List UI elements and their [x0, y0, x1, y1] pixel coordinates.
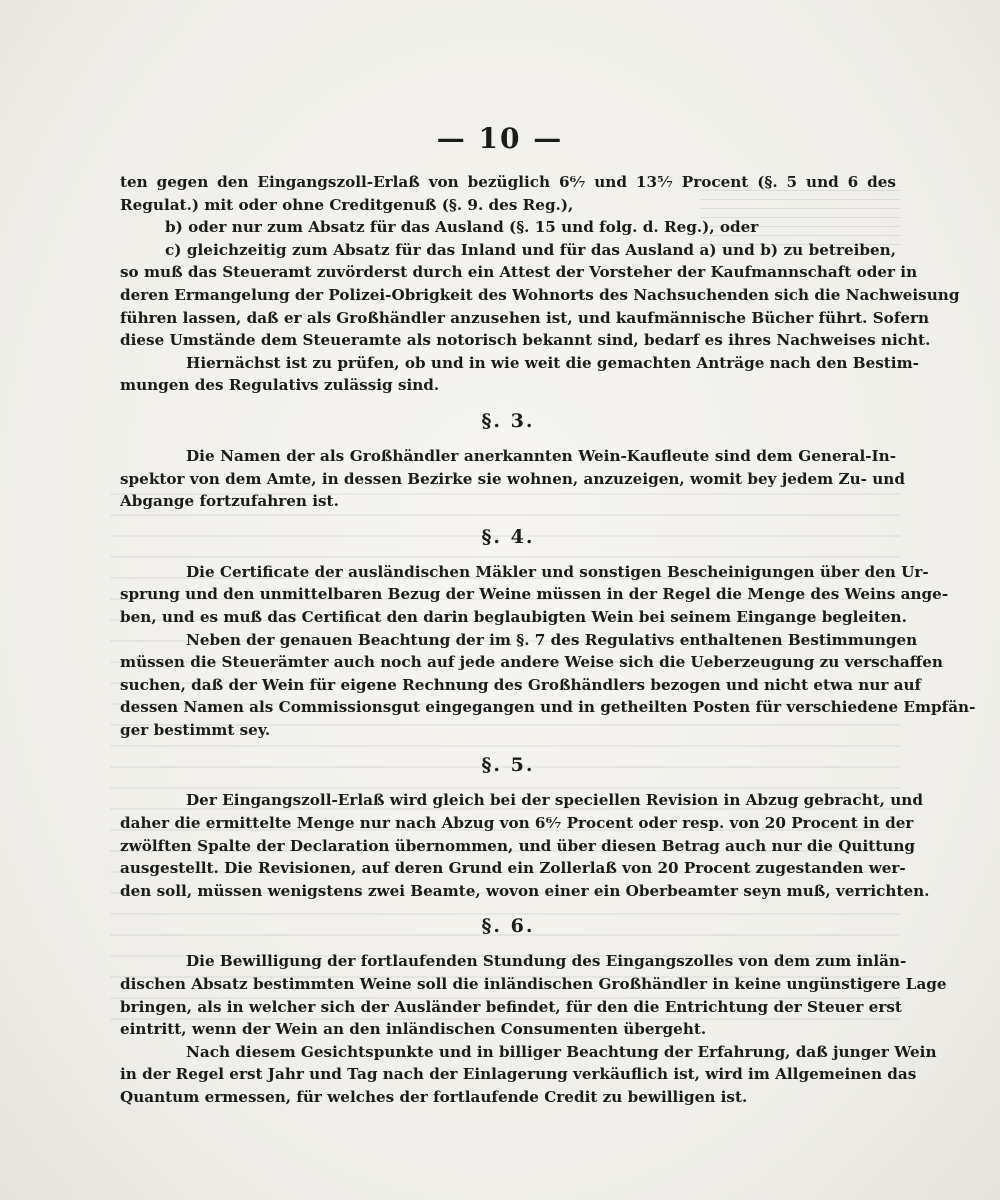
text-line: daher die ermittelte Menge nur nach Abzug von 6⁶⁄₇ Procent oder resp. von 20 Procent in der — [120, 814, 914, 833]
text-line: Die Bewilligung der fortlaufenden Stundung des Eingangszolles von dem zum inlän- — [186, 952, 907, 971]
text-line: Abgange fortzufahren ist. — [120, 492, 339, 511]
text-line: Quantum ermessen, für welches der fortlaufende Credit zu bewilligen ist. — [120, 1088, 748, 1106]
text-line: spektor von dem Amte, in dessen Bezirke sie wohnen, anzuzeigen, womit bey jedem Zu- und — [120, 469, 905, 488]
text-line: Hiernächst ist zu prüfen, ob und in wie weit die gemachten Anträge nach den Bestim- — [186, 353, 919, 372]
text-line: Neben der genauen Beachtung der im §. 7 des Regulativs enthaltenen Bestimmungen — [186, 630, 918, 649]
text-line: Die Namen der als Großhändler anerkannten Wein-Kaufleute sind dem General-In- — [186, 446, 896, 465]
text-line: mungen des Regulativs zulässig sind. — [120, 376, 440, 395]
page-body — [120, 171, 976, 1109]
list-item-c: c) gleichzeitig zum Absatz für das Inland und für das Ausland a) und b) zu betreiben, — [165, 240, 896, 259]
page-number: — 10 — — [436, 122, 564, 155]
text-line: ausgestellt. Die Revisionen, auf deren Grund ein Zollerlaß von 20 Procent zugestanden wer- — [120, 859, 906, 878]
text-line: müssen die Steuerämter auch noch auf jede andere Weise sich die Ueberzeugung zu verschaffen — [120, 653, 943, 672]
section-heading-4: §. 4. — [481, 525, 535, 548]
text-line: den soll, müssen wenigstens zwei Beamte, wovon einer ein Oberbeamter seyn muß, verrichten. — [120, 881, 930, 900]
section-heading-5: §. 5. — [481, 754, 535, 777]
text-line: Die Certificate der ausländischen Mäkler und sonstigen Bescheinigungen über den Ur- — [186, 562, 929, 581]
text-line: diese Umstände dem Steueramte als notorisch bekannt sind, bedarf es ihres Nachweises nicht. — [120, 331, 931, 350]
text-line: ger bestimmt sey. — [120, 720, 271, 739]
text-line: dischen Absatz bestimmten Weine soll die inländischen Großhändler in keine ungünstigere Lage — [120, 975, 947, 994]
text-line: suchen, daß der Wein für eigene Rechnung des Großhändlers bezogen und nicht etwa nur auf — [120, 675, 922, 694]
list-item-b: b) oder nur zum Absatz für das Ausland (§. 15 und folg. d. Reg.), oder — [165, 218, 759, 237]
text-line: Nach diesem Gesichtspunkte und in billiger Beachtung der Erfahrung, daß junger Wein — [186, 1042, 937, 1061]
text-line: in der Regel erst Jahr und Tag nach der Einlagerung verkäuflich ist, wird im Allgemeinen das — [120, 1065, 917, 1084]
text-line: führen lassen, daß er als Großhändler anzusehen ist, und kaufmännische Bücher führt. Sofern — [120, 308, 930, 327]
text-line: ten gegen den Eingangszoll-Erlaß von bezüglich 6⁶⁄₇ und 13⁵⁄₇ Procent (§. 5 und 6 des — [120, 173, 896, 191]
section-heading-6: §. 6. — [481, 915, 535, 938]
text-line: sprung und den unmittelbaren Bezug der Weine müssen in der Regel die Menge des Weins ange- — [120, 585, 949, 604]
text-line: so muß das Steueramt zuvörderst durch ein Attest der Vorsteher der Kaufmannschaft oder in — [120, 263, 918, 282]
text-line: ben, und es muß das Certificat den darin beglaubigten Wein bei seinem Eingange begleiten. — [120, 607, 907, 626]
text-line: bringen, als in welcher sich der Ausländer befindet, für den die Entrichtung der Steuer erst — [120, 997, 902, 1016]
text-line: dessen Namen als Commissionsgut eingegangen und in getheilten Posten für verschiedene Empfän- — [120, 698, 976, 717]
text-line: deren Ermangelung der Polizei-Obrigkeit des Wohnorts des Nachsuchenden sich die Nachweisung — [120, 285, 960, 304]
text-line: Regulat.) mit oder ohne Creditgenuß (§. 9. des Reg.), — [120, 195, 574, 214]
section-heading-3: §. 3. — [481, 409, 535, 432]
text-line: Der Eingangszoll-Erlaß wird gleich bei der speciellen Revision in Abzug gebracht, und — [186, 791, 923, 810]
text-line: eintritt, wenn der Wein an den inländischen Consumenten übergeht. — [120, 1020, 707, 1039]
text-line: zwölften Spalte der Declaration übernommen, und über diesen Betrag auch nur die Quittung — [120, 836, 915, 855]
